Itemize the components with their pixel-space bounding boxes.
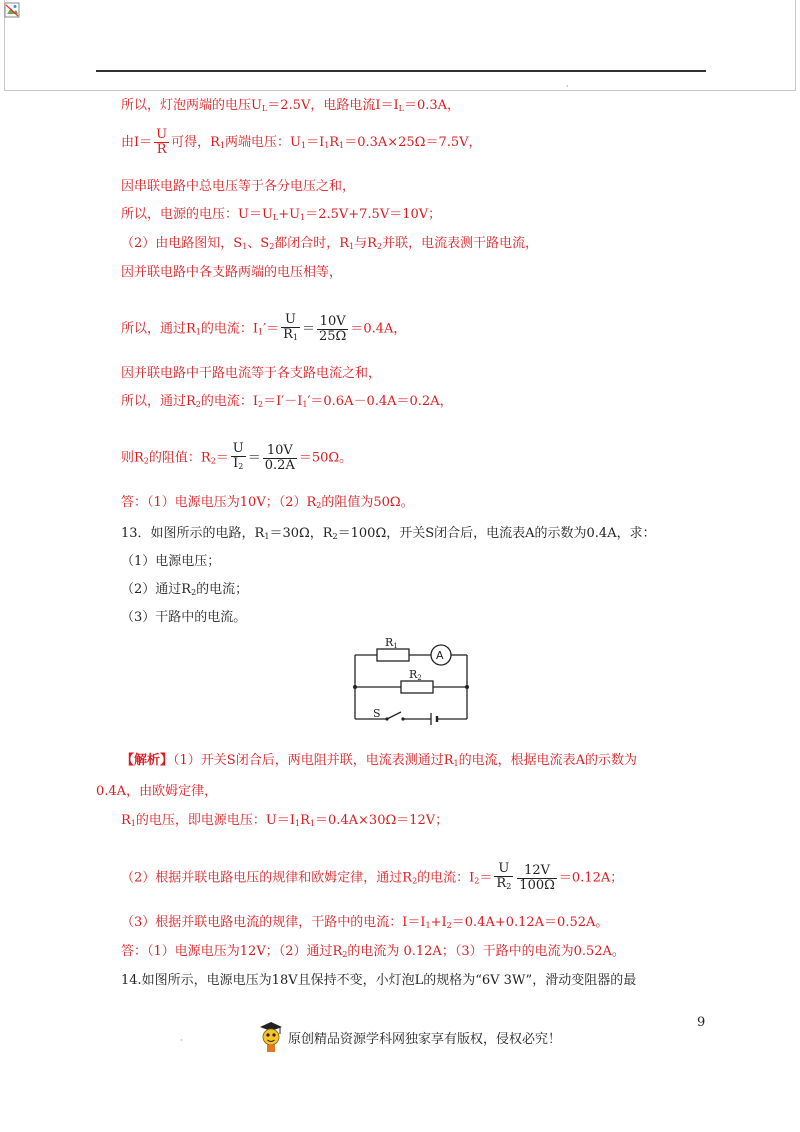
r1-label: R1 [385,637,398,650]
r2-line: 则$R_2$的阻值：$R_2=$ $\frac{U}{I_2}$ ＝ $\frac{10V}{0.2A}$ ＝50Ω。 [121,441,353,473]
q13-stem: 13．如图所示的电路，$R_1=30\Omega$，$R_2=100\Omega$，开关S闭合后，电流表A的示数为0.4A，求： [121,526,656,541]
q13-part2: （2）通过$R_2$的电流； [121,582,249,597]
mascot-logo-icon [258,1019,284,1055]
q13-part1: （1）电源电压； [121,554,221,569]
i1-fraction-1: $\frac{U}{R_1}$ [283,312,298,342]
i1-line: 所以，通过$R_1$的电流：$I_1'=$ $\frac{U}{R_1}$ ＝ $\frac{10V}{25\Omega}$ ＝0.4A， [121,312,407,344]
q14-stem: 14.如图所示，电源电压为18V且保持不变，小灯泡L的规格为“6V 3W”，滑动变阻器的最 [121,973,637,988]
i2-q13-line: （2）根据并联电路电压的规律和欧姆定律，通过$R_2$的电流：$I_2=$ $\frac{U}{R_2}$ $\frac{12V}{100\Omega}$ ＝0.12A； [121,861,624,893]
r2-fraction-1: $\frac{U}{I_2}$ [232,441,244,471]
parallel-rule-line: 因并联电路中各支路两端的电压相等， [121,265,343,280]
r2-label: R2 [409,668,422,682]
ohm-law-line: 由I＝ $\frac{U}{R}$ 可得，$R_1$两端电压：$U_1=I_1R_1=0.3A\times 25\Omega=7.5V$， [121,127,482,157]
footer-copyright: 原创精品资源学科网独家享有版权，侵权必究！ [288,1031,562,1047]
footer-dot: · [180,1036,183,1045]
i2-line: 所以，通过$R_2$的电流：$I_2=I'-I_1'=0.6A-0.4A=0.2A$， [121,394,453,409]
q12-answer: 答：（1）电源电压为10V；$(2)R_2$的阻值为50Ω。 [121,495,414,510]
q13-answer: 答：（1）电源电压为12V；（2）通过$R_2$的电流为 0.12A；（3）干路中的电流为0.52A。 [121,944,625,959]
broken-image-icon [4,2,20,18]
p2-fraction-2: $\frac{12V}{100\Omega}$ [519,862,555,893]
header-rule [96,70,706,72]
analysis-line-2: 0.4A，由欧姆定律， [96,784,218,799]
source-voltage-q13: $R_1$的电压，即电源电压：$U=I_1R_1=0.4A\times 30\Omega=12V$； [121,813,449,828]
dot-mark: · [566,82,569,91]
trunk-current-line: （3）根据并联电路电流的规律，干路中的电流：$I=I_1+I_2=0.4A+0.12A=0.52A$。 [121,915,609,930]
trunk-rule-line: 因并联电路中干路电流等于各支路电流之和， [121,366,382,381]
circuit-diagram [345,637,475,729]
part2-line: （2）由电路图知，$S_1$、$S_2$都闭合时，$R_1$与$R_2$并联，电流表测干路电流， [121,236,539,251]
footer [258,1017,561,1057]
i1-fraction-2: $\frac{10V}{25\Omega}$ [318,313,347,344]
switch-label: S [373,707,381,720]
series-rule-line: 因串联电路中总电压等于各分电压之和， [121,179,356,194]
p2-fraction-1: $\frac{U}{R_2}$ [496,861,512,891]
r2-fraction-2: $\frac{10V}{0.2A}$ [264,442,295,473]
voltage-current-line: 所以，灯泡两端的电压$U_L=2.5V$，电路电流$I=I_L=0.3A$， [121,98,461,113]
page-number: 9 [697,1015,706,1030]
ammeter-label: A [436,649,444,662]
header-frame [4,0,796,91]
q13-part3: （3）干路中的电流。 [121,610,247,625]
analysis-line-1: 【解析】（1）开关S闭合后，两电阻并联，电流表测通过$R_1$的电流，根据电流表A的示数为 [121,753,637,768]
source-voltage-line: 所以，电源的电压：$U=U_L+U_1=2.5V+7.5V=10V$； [121,207,442,222]
ohm-fraction: $\frac{U}{R}$ [156,127,168,157]
